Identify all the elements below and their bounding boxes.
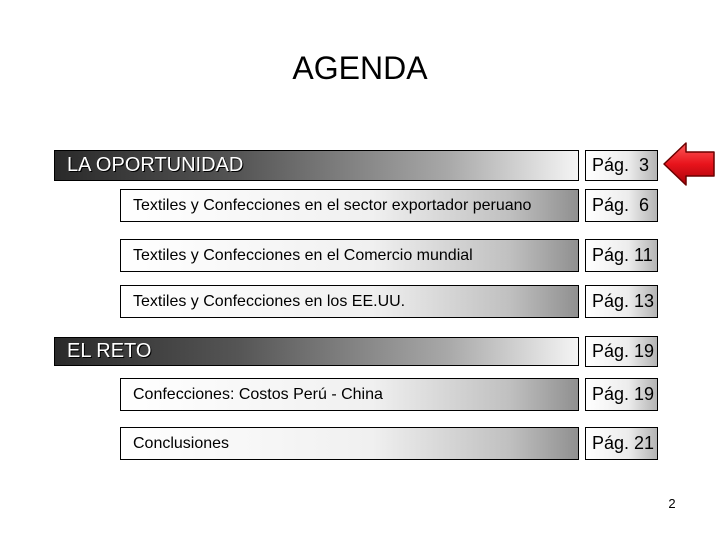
- section-la-oportunidad: [54, 150, 579, 181]
- section-label: LA OPORTUNIDAD: [67, 154, 244, 176]
- section-label: EL RETO: [67, 340, 152, 362]
- left-arrow-icon: [662, 141, 716, 187]
- section-el-reto: [54, 337, 579, 366]
- agenda-item: Textiles y Confecciones en los EE.UU.: [120, 285, 579, 318]
- agenda-item: Textiles y Confecciones en el sector exportador peruano: [120, 189, 579, 222]
- slide-number: 2: [668, 496, 676, 511]
- agenda-item: Conclusiones: [120, 427, 579, 460]
- page-ref: Pág. 21: [585, 427, 658, 460]
- page-title: AGENDA: [292, 50, 428, 86]
- page-ref: Pág. 13: [585, 285, 658, 318]
- page-ref: Pág. 6: [585, 189, 658, 222]
- agenda-item: Textiles y Confecciones en el Comercio mundial: [120, 239, 579, 272]
- page-ref: Pág. 11: [585, 239, 658, 272]
- page-ref-el-reto: Pág. 19: [585, 336, 658, 367]
- agenda-item: Confecciones: Costos Perú - China: [120, 378, 579, 411]
- page-ref-la-oportunidad: Pág. 3: [585, 150, 658, 181]
- page-ref: Pág. 19: [585, 378, 658, 411]
